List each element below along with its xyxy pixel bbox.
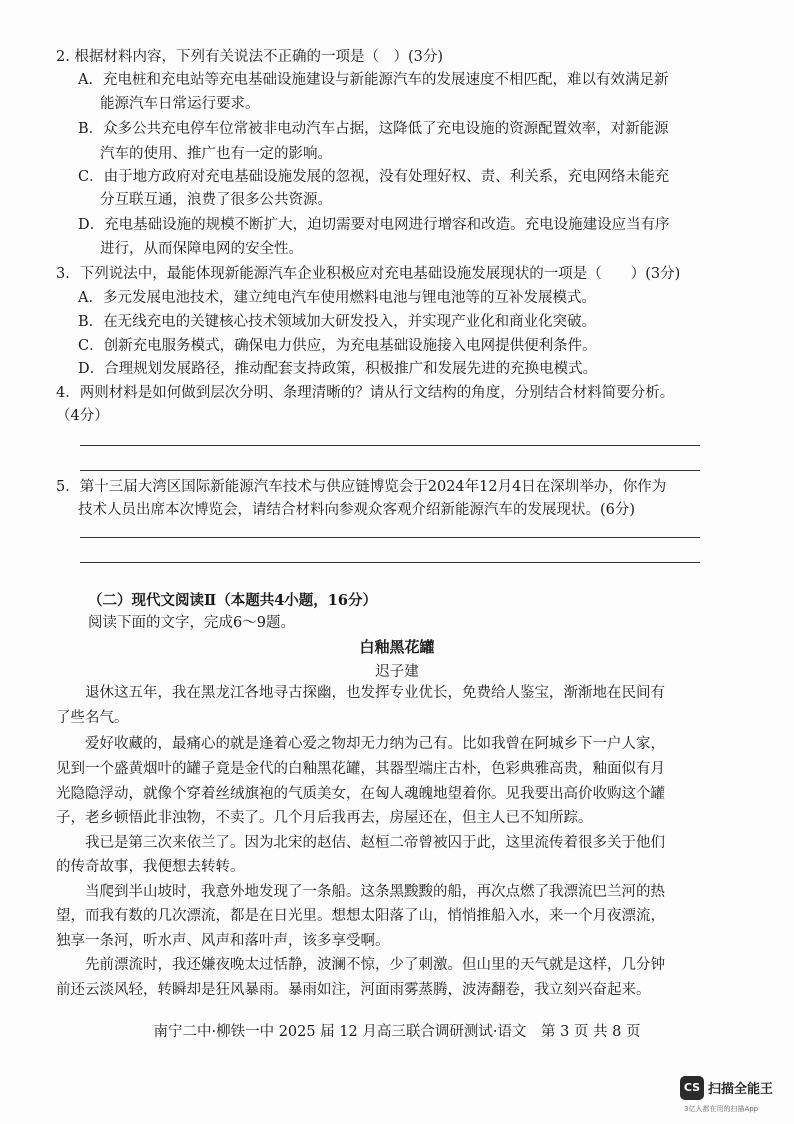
article-title: 白釉黑花罐 [359,638,435,656]
article-line-3: 爱好收藏的，最痛心的就是逢着心爱之物却无力纳为己有。比如我曾在阿城乡下一户人家， [56,736,665,752]
q3-option-a: A．多元发展电池技术，建立纯电汽车使用燃料电池与锂电池等的互补发展模式。 [78,290,596,306]
article-line-2: 了些名气。 [56,710,129,726]
q3-option-c: C．创新充电服务模式，确保电力供应，为充电基础设施接入电网提供便利条件。 [78,338,597,354]
q5-answer-line-1 [80,537,700,538]
q2-option-c-line2: 分互联互通，浪费了很多公共资源。 [100,192,332,208]
article-line-9: 当爬到半山坡时，我意外地发现了一条船。这条黑黢黢的船，再次点燃了我漂流巴兰河的热 [56,884,665,900]
article-line-11: 独享一条河，听水声、风声和落叶声，该多享受啊。 [56,933,390,949]
q5-stem-line1: 5．第十三届大湾区国际新能源汽车技术与供应链博览会于2024年12月4日在深圳举办，你作为 [56,479,667,495]
article-line-10: 望，而我有数的几次漂流，都是在日光里。想想太阳落了山，悄悄推船入水，来一个月夜漂流， [56,908,665,924]
section2-heading: （二）现代文阅读Ⅱ（本题共4小题，16分） [88,592,377,609]
article-line-13: 前还云淡风轻，转瞬却是狂风暴雨。暴雨如注，河面雨雾蒸腾，波涛翻卷，我立刻兴奋起来。 [56,982,651,998]
q2-option-d-line1: D．充电基础设施的规模不断扩大，迫切需要对电网进行增容和改造。充电设施建设应当有序 [78,217,670,233]
q2-option-c-line1: C．由于地方政府对充电基础设施发展的忽视，没有处理好权、责、利关系，充电网络未能充 [78,169,670,185]
q4-answer-line-1 [80,445,700,446]
article-line-4: 见到一个盛黄烟叶的罐子竟是金代的白釉黑花罐，其器型端庄古朴，色彩典雅高贵，釉面似有月 [56,761,665,777]
article-author: 迟子建 [375,664,419,680]
q3-stem: 3．下列说法中，最能体现新能源汽车企业积极应对充电基础设施发展现状的一项是（ ）(3分) [56,266,681,282]
section2-instruction: 阅读下面的文字，完成6～9题。 [88,615,295,631]
article-line-8: 的传奇故事，我便想去转转。 [56,859,245,875]
camscanner-logo-icon: CS [680,1076,704,1100]
q2-option-a-line2: 能源汽车日常运行要求。 [100,96,260,112]
q4-score: （4分） [56,408,109,424]
watermark-subtitle: 3亿人都在用的扫描App [684,1105,759,1113]
watermark-name: 扫描全能王 [708,1082,774,1097]
q2-option-d-line2: 进行，从而保障电网的安全性。 [100,241,303,257]
page-footer: 南宁二中·柳铁一中 2025 届 12 月高三联合调研测试·语文 第 3 页 共 8 页 [153,1024,641,1040]
article-line-7: 我已是第三次来依兰了。因为北宋的赵佶、赵桓二帝曾被囚于此，这里流传着很多关于他们 [56,835,665,851]
q3-option-b: B．在无线充电的关键核心技术领域加大研发投入，并实现产业化和商业化突破。 [78,314,597,330]
q2-option-b-line1: B．众多公共充电停车位常被非电动汽车占据，这降低了充电设施的资源配置效率，对新能源 [78,121,669,137]
article-line-1: 退休这五年，我在黑龙江各地寻古探幽，也发挥专业优长，免费给人鉴宝，渐渐地在民间有 [56,685,665,701]
q2-option-a-line1: A．充电桩和充电站等充电基础设施建设与新能源汽车的发展速度不相匹配，难以有效满足新 [78,72,669,88]
q2-stem: 2. 根据材料内容，下列有关说法不正确的一项是（ ）(3分) [56,49,443,65]
q5-answer-line-2 [80,562,700,563]
q5-stem-line2: 技术人员出席本次博览会，请结合材料向参观众客观介绍新能源汽车的发展现状。(6分) [78,502,636,518]
q4-answer-line-2 [80,470,700,471]
q3-option-d: D．合理规划发展路径，推动配套支持政策，积极推广和发展先进的充换电模式。 [78,361,598,377]
article-line-12: 先前漂流时，我还嫌夜晚太过恬静，波澜不惊，少了刺激。但山里的天气就是这样，几分钟 [56,957,665,973]
article-line-5: 光隐隐浮动，就像个穿着丝绒旗袍的气质美女，在匈人魂魄地望着你。见我要出高价收购这个罐 [56,786,665,802]
q4-stem: 4．两则材料是如何做到层次分明、条理清晰的？请从行文结构的角度，分别结合材料简要分析。 [56,385,675,401]
article-line-6: 子，老乡顿悟此非浊物，不卖了。几个月后我再去，房屋还在，但主人已不知所踪。 [56,810,593,826]
scanner-watermark [680,1076,788,1116]
q2-option-b-line2: 汽车的使用、推广也有一定的影响。 [100,146,332,162]
